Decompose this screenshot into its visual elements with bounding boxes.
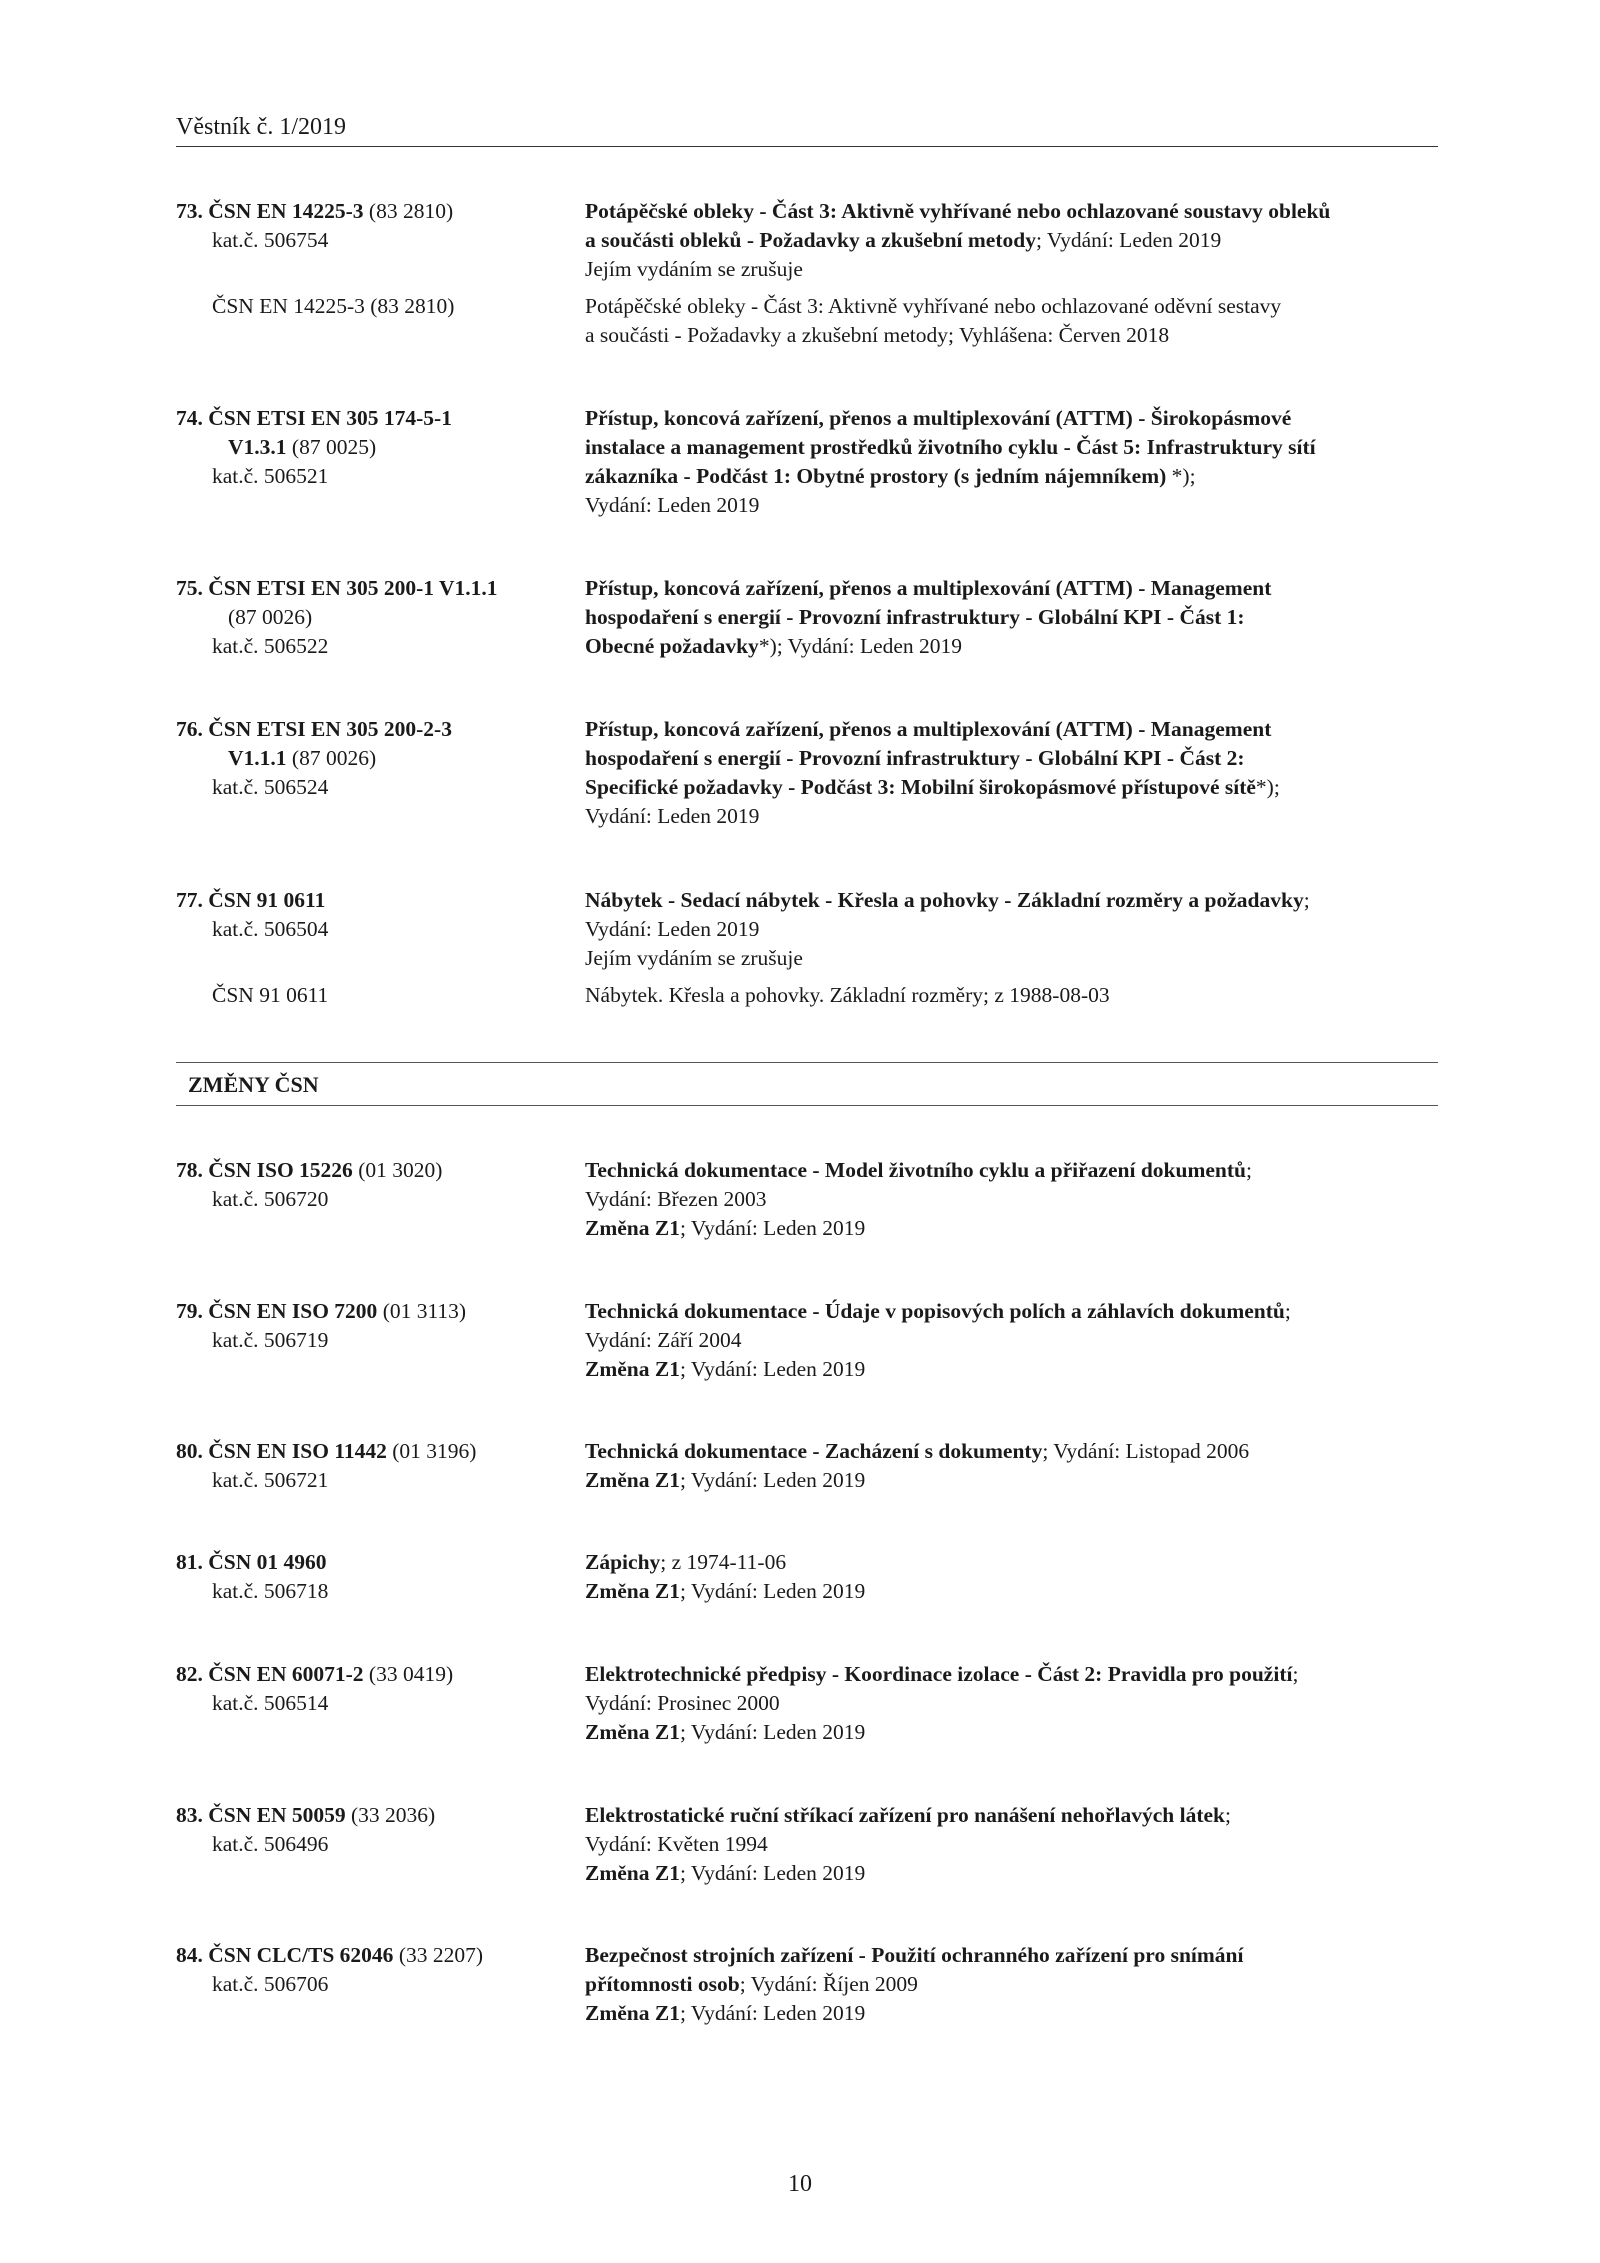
entry-title: Elektrostatické ruční stříkací zařízení pro nanášení nehořlavých látek — [585, 1803, 1225, 1827]
entry-number: 77. — [176, 888, 203, 912]
issue-info: Vydání: Květen 1994 — [585, 1832, 768, 1856]
cancel-note: Jejím vydáním se zrušuje — [585, 257, 803, 281]
old-title: a součásti - Požadavky a zkušební metody; Vyhlášena: Červen 2018 — [585, 323, 1170, 347]
amendment-issue: ; Vydání: Leden 2019 — [679, 1216, 866, 1240]
class-code: (83 2810) — [368, 199, 454, 223]
amendment-label: Změna Z1 — [585, 1216, 680, 1240]
amendment-label: Změna Z1 — [585, 1579, 680, 1603]
entry-title: Potápěčské obleky - Část 3: Aktivně vyhřívané nebo ochlazované soustavy obleků — [585, 199, 1331, 223]
standard-code: ČSN 91 0611 — [208, 888, 326, 912]
section-header — [176, 1062, 1438, 1106]
catalog-number: kat.č. 506720 — [212, 1187, 329, 1211]
issue-info: Vydání: Leden 2019 — [585, 804, 760, 828]
catalog-number: kat.č. 506754 — [212, 228, 329, 252]
entry-number: 75. — [176, 576, 203, 600]
entry-number: 78. — [176, 1158, 203, 1182]
section-title: ZMĚNY ČSN — [188, 1072, 319, 1097]
punctuation: ; — [1245, 1158, 1252, 1182]
old-title: Potápěčské obleky - Část 3: Aktivně vyhřívané nebo ochlazované oděvní sestavy — [585, 294, 1282, 318]
entry-title: Specifické požadavky - Podčást 3: Mobilní širokopásmové přístupové sítě — [585, 775, 1256, 799]
class-code: (01 3113) — [382, 1299, 467, 1323]
amendment-issue: ; Vydání: Leden 2019 — [679, 1357, 866, 1381]
entry-title: Přístup, koncová zařízení, přenos a multiplexování (ATTM) - Širokopásmové — [585, 406, 1292, 430]
entry-title: hospodaření s energií - Provozní infrastruktury - Globální KPI - Část 2: — [585, 746, 1245, 770]
amendment-label: Změna Z1 — [585, 1720, 680, 1744]
catalog-number: kat.č. 506718 — [212, 1579, 329, 1603]
issue-info: Vydání: Leden 2019 — [585, 493, 760, 517]
issue-info: ; Vydání: Říjen 2009 — [739, 1972, 918, 1996]
standard-version: V1.1.1 — [228, 746, 287, 770]
entry-number: 82. — [176, 1662, 203, 1686]
amendment-label: Změna Z1 — [585, 1861, 680, 1885]
amendment-issue: ; Vydání: Leden 2019 — [679, 1579, 866, 1603]
class-code: (33 2036) — [351, 1803, 436, 1827]
list-item — [176, 1548, 1438, 1606]
punctuation: ; — [1225, 1803, 1231, 1827]
catalog-number: kat.č. 506719 — [212, 1328, 329, 1352]
list-item — [176, 715, 1438, 831]
class-code: (87 0025) — [291, 435, 377, 459]
list-item — [176, 1437, 1438, 1495]
entry-number: 84. — [176, 1943, 203, 1967]
amendment-label: Změna Z1 — [585, 2001, 680, 2025]
catalog-number: kat.č. 506496 — [212, 1832, 329, 1856]
issue-info: ; Vydání: Listopad 2006 — [1042, 1439, 1250, 1463]
entry-title: a součásti obleků - Požadavky a zkušební metody — [585, 228, 1036, 252]
list-item — [176, 1941, 1438, 2028]
page-header: Věstník č. 1/2019 — [176, 112, 1438, 147]
entry-title: Elektrotechnické předpisy - Koordinace izolace - Část 2: Pravidla pro použití — [585, 1662, 1293, 1686]
amendment-label: Změna Z1 — [585, 1468, 680, 1492]
catalog-number: kat.č. 506524 — [212, 775, 329, 799]
list-item — [176, 197, 1438, 350]
entry-title: Nábytek - Sedací nábytek - Křesla a pohovky - Základní rozměry a požadavky — [585, 888, 1304, 912]
class-code: (01 3196) — [392, 1439, 477, 1463]
issue-info: *); Vydání: Leden 2019 — [758, 634, 963, 658]
catalog-number: kat.č. 506521 — [212, 464, 329, 488]
amendment-issue: ; Vydání: Leden 2019 — [679, 2001, 866, 2025]
entry-number: 81. — [176, 1550, 203, 1574]
class-code: (33 2207) — [398, 1943, 484, 1967]
entry-title: Zápichy — [585, 1550, 661, 1574]
catalog-number: kat.č. 506706 — [212, 1972, 329, 1996]
entry-title: Technická dokumentace - Model životního cyklu a přiřazení dokumentů — [585, 1158, 1246, 1182]
entry-title: zákazníka - Podčást 1: Obytné prostory (s jedním nájemníkem) — [585, 464, 1167, 488]
issue-info: Vydání: Prosinec 2000 — [585, 1691, 780, 1715]
standard-code: ČSN ISO 15226 — [208, 1158, 353, 1182]
standard-code: ČSN ETSI EN 305 200-2-3 — [208, 717, 452, 741]
list-item — [176, 1660, 1438, 1747]
entry-title: Bezpečnost strojních zařízení - Použití ochranného zařízení pro snímání — [585, 1943, 1244, 1967]
list-item — [176, 1801, 1438, 1888]
page-number: 10 — [788, 2171, 812, 2197]
entry-number: 79. — [176, 1299, 203, 1323]
footnote-mark: *); — [1255, 775, 1280, 799]
issue-info: ; Vydání: Leden 2019 — [1035, 228, 1222, 252]
standard-code: ČSN EN 14225-3 — [208, 199, 364, 223]
standard-code: ČSN EN 60071-2 — [208, 1662, 364, 1686]
catalog-number: kat.č. 506514 — [212, 1691, 329, 1715]
entry-number: 73. — [176, 199, 203, 223]
old-title: Nábytek. Křesla a pohovky. Základní rozměry; z 1988-08-03 — [585, 983, 1110, 1007]
punctuation: ; — [1303, 888, 1310, 912]
issue-info: Vydání: Leden 2019 — [585, 917, 760, 941]
entry-title: Technická dokumentace - Údaje v popisových polích a záhlavích dokumentů — [585, 1299, 1285, 1323]
class-code: (01 3020) — [358, 1158, 443, 1182]
amendment-issue: ; Vydání: Leden 2019 — [679, 1861, 866, 1885]
list-item — [176, 404, 1438, 520]
entry-title: Přístup, koncová zařízení, přenos a multiplexování (ATTM) - Management — [585, 576, 1272, 600]
catalog-number: kat.č. 506522 — [212, 634, 329, 658]
standard-version: V1.3.1 — [228, 435, 287, 459]
list-item — [176, 1156, 1438, 1243]
entry-title: přítomnosti osob — [585, 1972, 740, 1996]
catalog-number: kat.č. 506504 — [212, 917, 329, 941]
entry-title: Obecné požadavky — [585, 634, 759, 658]
standard-code: ČSN ETSI EN 305 200-1 V1.1.1 — [208, 576, 498, 600]
catalog-number: kat.č. 506721 — [212, 1468, 329, 1492]
punctuation: ; — [1292, 1662, 1299, 1686]
list-item — [176, 886, 1438, 1010]
punctuation: ; — [1284, 1299, 1291, 1323]
entry-number: 74. — [176, 406, 203, 430]
amendment-issue: ; Vydání: Leden 2019 — [679, 1468, 866, 1492]
entry-number: 76. — [176, 717, 203, 741]
issue-info: ; z 1974-11-06 — [660, 1550, 787, 1574]
class-code: (33 0419) — [368, 1662, 454, 1686]
list-item — [176, 1297, 1438, 1384]
entry-title: hospodaření s energií - Provozní infrastruktury - Globální KPI - Část 1: — [585, 605, 1245, 629]
entry-number: 83. — [176, 1803, 203, 1827]
standard-code: ČSN CLC/TS 62046 — [208, 1943, 394, 1967]
class-code: (87 0026) — [228, 605, 313, 629]
amendment-label: Změna Z1 — [585, 1357, 680, 1381]
standard-code: ČSN EN ISO 7200 — [208, 1299, 378, 1323]
cancel-note: Jejím vydáním se zrušuje — [585, 946, 803, 970]
standard-code: ČSN EN 50059 — [208, 1803, 346, 1827]
old-standard: ČSN EN 14225-3 (83 2810) — [212, 294, 455, 318]
entry-title: Technická dokumentace - Zacházení s dokumenty — [585, 1439, 1043, 1463]
issue-info: Vydání: Březen 2003 — [585, 1187, 767, 1211]
list-item — [176, 574, 1438, 661]
footnote-mark: *); — [1166, 464, 1196, 488]
standard-code: ČSN ETSI EN 305 174-5-1 — [208, 406, 452, 430]
issue-info: Vydání: Září 2004 — [585, 1328, 742, 1352]
standard-code: ČSN EN ISO 11442 — [208, 1439, 387, 1463]
old-standard: ČSN 91 0611 — [212, 983, 329, 1007]
entry-title: Přístup, koncová zařízení, přenos a multiplexování (ATTM) - Management — [585, 717, 1272, 741]
entry-number: 80. — [176, 1439, 203, 1463]
standard-code: ČSN 01 4960 — [208, 1550, 327, 1574]
entry-title: instalace a management prostředků životního cyklu - Část 5: Infrastruktury sítí — [585, 435, 1316, 459]
amendment-issue: ; Vydání: Leden 2019 — [679, 1720, 866, 1744]
class-code: (87 0026) — [291, 746, 377, 770]
